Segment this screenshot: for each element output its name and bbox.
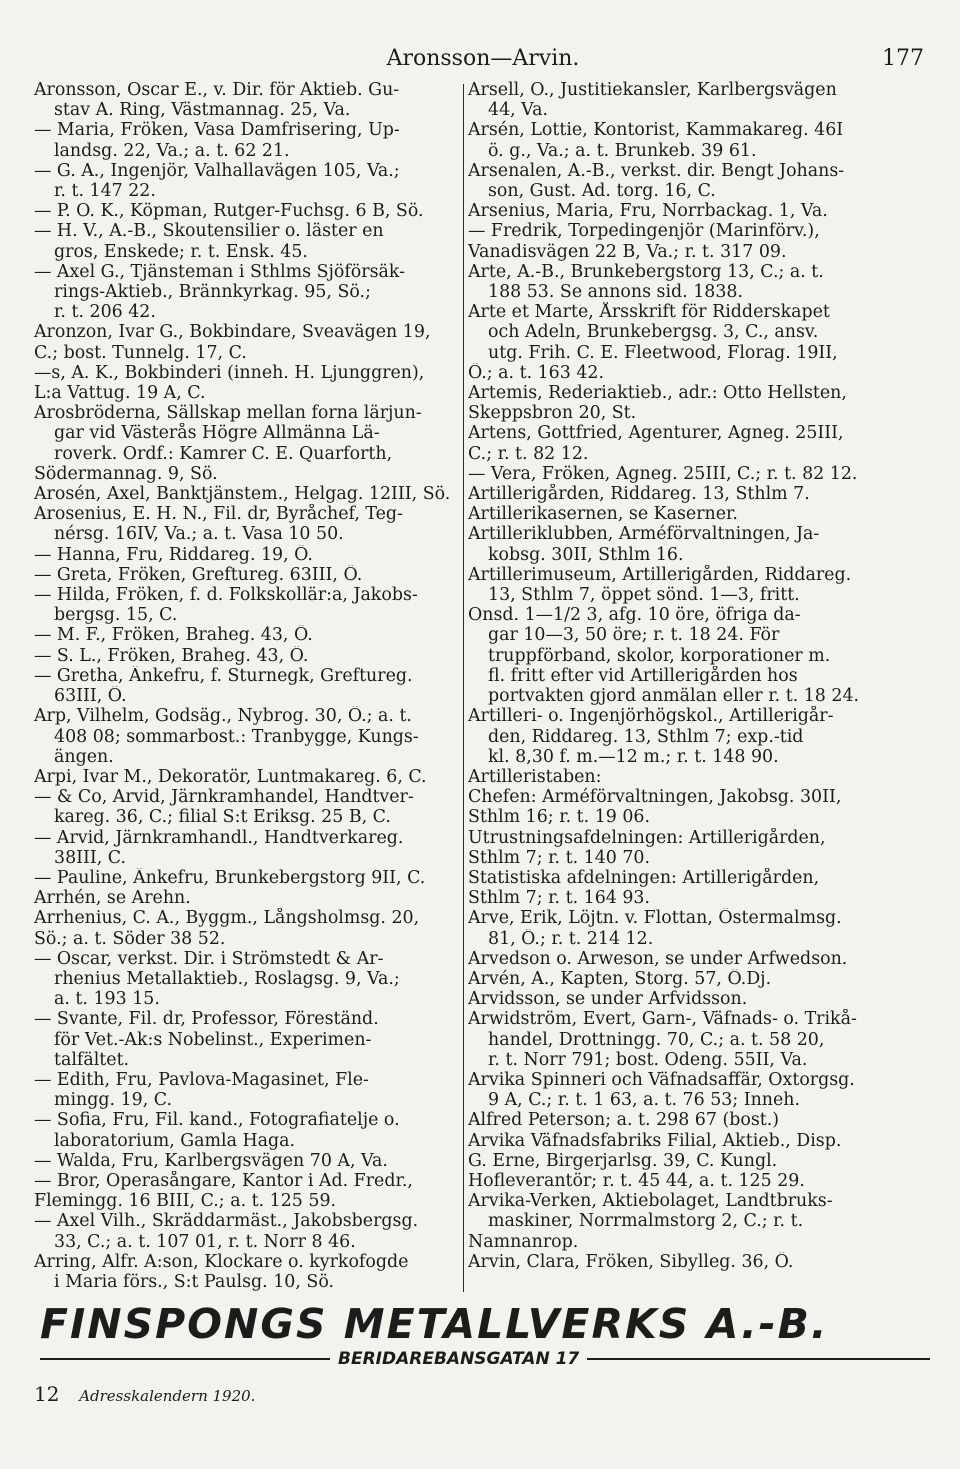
left-entry-line: — Arvid, Järnkramhandl., Handtverkareg.	[34, 827, 404, 848]
right-entry-line: Arvika Spinneri och Väfnadsaffär, Oxtorgsg.	[468, 1069, 855, 1090]
right-entry-line: Sthlm 7; r. t. 164 93.	[468, 888, 651, 909]
column-divider	[463, 84, 464, 1292]
left-entry-line: bergsg. 15, C.	[54, 605, 178, 626]
right-entry-line: Utrustningsafdelningen: Artillerigården,	[468, 827, 826, 848]
right-column	[468, 80, 930, 1272]
left-entry-line: Arosenius, E. H. N., Fil. dr, Byråchef, Teg-	[34, 504, 403, 525]
left-entry-line: — Greta, Fröken, Greftureg. 63III, Ö.	[34, 564, 363, 585]
left-entry-line: — & Co, Arvid, Järnkramhandel, Handtver-	[34, 787, 414, 808]
right-entry-line: Alfred Peterson; a. t. 298 67 (bost.)	[468, 1110, 780, 1131]
left-entry-line: — G. A., Ingenjör, Valhallavägen 105, Va.;	[34, 160, 400, 181]
left-entry-line: Sö.; a. t. Söder 38 52.	[34, 928, 226, 949]
left-entry-line: — P. O. K., Köpman, Rutger-Fuchsg. 6 B, Sö.	[34, 201, 424, 222]
left-entry-line: —s, A. K., Bokbinderi (inneh. H. Ljunggren),	[34, 362, 425, 383]
left-entry-line: Arosén, Axel, Banktjänstem., Helgag. 12III, Sö.	[34, 484, 451, 505]
right-entry-line: Chefen: Arméförvaltningen, Jakobsg. 30II,	[468, 787, 842, 808]
left-entry-line: — Hanna, Fru, Riddareg. 19, Ö.	[34, 544, 313, 565]
left-entry-line: 33, C.; a. t. 107 01, r. t. Norr 8 46.	[54, 1231, 356, 1252]
left-entry-line: C.; bost. Tunnelg. 17, C.	[34, 342, 247, 363]
left-entry-line: Aronzon, Ivar G., Bokbindare, Sveavägen 19,	[34, 322, 431, 343]
right-entry-line: fl. fritt efter vid Artillerigården hos	[488, 665, 798, 686]
left-entry-line: ängen.	[54, 746, 114, 767]
page-number: 177	[882, 46, 924, 71]
right-entry-line: Artilleristaben:	[468, 766, 602, 787]
right-entry-line: Arvin, Clara, Fröken, Sibylleg. 36, Ö.	[468, 1251, 794, 1272]
right-entry-line: Arve, Erik, Löjtn. v. Flottan, Östermalmsg.	[468, 908, 842, 929]
left-entry-line: roverk. Ordf.: Kamrer C. E. Quarforth,	[54, 443, 393, 464]
right-entry-line: och Adeln, Brunkebergsg. 3, C., ansv.	[488, 322, 819, 343]
left-entry-line: landsg. 22, Va.; a. t. 62 21.	[54, 140, 290, 161]
left-entry-line: mingg. 19, C.	[54, 1090, 172, 1111]
right-entry-line: Statistiska afdelningen: Artillerigården,	[468, 867, 820, 888]
right-entry-line: kobsg. 30II, Sthlm 16.	[488, 544, 684, 565]
left-entry-line: — Edith, Fru, Pavlova-Magasinet, Fle-	[34, 1069, 369, 1090]
right-entry-line: C.; r. t. 82 12.	[468, 443, 589, 464]
left-entry-line: — Walda, Fru, Karlbergsvägen 70 A, Va.	[34, 1150, 388, 1171]
left-entry-line: — Bror, Operasångare, Kantor i Ad. Fredr.,	[34, 1170, 413, 1191]
right-entry-line: Artilleri- o. Ingenjörhögskol., Artillerigår-	[468, 706, 834, 727]
right-entry-line: Arsenius, Maria, Fru, Norrbackag. 1, Va.	[468, 201, 828, 222]
right-entry-line: — Vera, Fröken, Agneg. 25III, C.; r. t. 82 12.	[468, 463, 858, 484]
right-entry-line: Hofleverantör; r. t. 45 44, a. t. 125 29.	[468, 1170, 805, 1191]
right-entry-line: 188 53. Se annons sid. 1838.	[488, 282, 743, 303]
advertisement-rule	[40, 1348, 930, 1370]
left-entry-line: — Svante, Fil. dr, Professor, Föreständ.	[34, 1009, 379, 1030]
right-entry-line: Arvidsson, se under Arfvidsson.	[468, 989, 748, 1010]
right-entry-line: Arte et Marte, Årsskrift för Ridderskapet	[468, 302, 830, 323]
right-entry-line: Artillerimuseum, Artillerigården, Riddareg.	[468, 564, 852, 585]
left-entry-line: för Vet.-Ak:s Nobelinst., Experimen-	[54, 1029, 372, 1050]
right-entry-line: maskiner, Norrmalmstorg 2, C.; r. t.	[488, 1211, 804, 1232]
left-entry-line: — H. V., A.-B., Skoutensilier o. läster en	[34, 221, 384, 242]
right-entry-line: — Fredrik, Torpedingenjör (Marinförv.),	[468, 221, 820, 242]
right-entry-line: 13, Sthlm 7, öppet sönd. 1—3, fritt.	[488, 585, 800, 606]
right-entry-line: Artillerigården, Riddareg. 13, Sthlm 7.	[468, 484, 810, 505]
right-entry-line: Namnanrop.	[468, 1231, 579, 1252]
right-entry-line: Arte, A.-B., Brunkebergstorg 13, C.; a. t.	[468, 261, 824, 282]
advertisement-banner	[40, 1302, 930, 1370]
right-entry-line: 44, Va.	[488, 100, 549, 121]
left-entry-line: i Maria förs., S:t Paulsg. 10, Sö.	[54, 1271, 335, 1292]
right-entry-line: Arsell, O., Justitiekansler, Karlbergsvägen	[468, 80, 837, 100]
right-entry-line: 81, Ö.; r. t. 214 12.	[488, 928, 654, 949]
left-entry-line: — Oscar, verkst. Dir. i Strömstedt & Ar-	[34, 948, 384, 969]
left-entry-line: Arrhén, se Arehn.	[34, 888, 191, 909]
right-entry-line: truppförband, skolor, korporationer m.	[488, 645, 831, 666]
left-entry-line: — M. F., Fröken, Braheg. 43, Ö.	[34, 625, 313, 646]
left-entry-line: — Maria, Fröken, Vasa Damfrisering, Up-	[34, 120, 400, 141]
left-entry-line: kareg. 36, C.; filial S:t Eriksg. 25 B, C.	[54, 807, 391, 828]
right-entry-line: Skeppsbron 20, St.	[468, 403, 637, 424]
right-entry-line: Arvika Väfnadsfabriks Filial, Aktieb., Disp.	[468, 1130, 842, 1151]
right-entry-line: Arvedson o. Arweson, se under Arfwedson.	[468, 948, 848, 969]
left-entry-line: gar vid Västerås Högre Allmänna Lä-	[54, 423, 380, 444]
right-entry-line: den, Riddareg. 13, Sthlm 7; exp.-tid	[488, 726, 804, 747]
left-entry-line: 408 08; sommarbost.: Tranbygge, Kungs-	[54, 726, 419, 747]
left-entry-line: stav A. Ring, Västmannag. 25, Va.	[54, 100, 351, 121]
left-column	[34, 80, 462, 1292]
left-entry-line: Arp, Vilhelm, Godsäg., Nybrog. 30, Ö.; a. t.	[34, 706, 412, 727]
right-entry-line: G. Erne, Birgerjarlsg. 39, C. Kungl.	[468, 1150, 778, 1171]
right-entry-line: son, Gust. Ad. torg. 16, C.	[488, 181, 716, 202]
right-entry-line: handel, Drottningg. 70, C.; a. t. 58 20,	[488, 1029, 825, 1050]
left-entry-line: Arring, Alfr. A:son, Klockare o. kyrkofogde	[34, 1251, 409, 1272]
right-entry-line: Ö.; a. t. 163 42.	[468, 362, 604, 383]
right-entry-line: Artens, Gottfried, Agenturer, Agneg. 25III,	[468, 423, 844, 444]
right-entry-line: ö. g., Va.; a. t. Brunkeb. 39 61.	[488, 140, 757, 161]
right-entry-line: Artemis, Rederiaktieb., adr.: Otto Hellsten,	[468, 383, 847, 404]
right-entry-line: Sthlm 16; r. t. 19 06.	[468, 807, 651, 828]
left-entry-line: Flemingg. 16 BIII, C.; a. t. 125 59.	[34, 1191, 337, 1212]
left-entry-line: — Axel G., Tjänsteman i Sthlms Sjöförsäk-	[34, 261, 405, 282]
left-entry-line: laboratorium, Gamla Haga.	[54, 1130, 296, 1151]
right-entry-line: 9 A, C.; r. t. 1 63, a. t. 76 53; Inneh.	[488, 1090, 801, 1111]
left-entry-line: a. t. 193 15.	[54, 989, 160, 1010]
right-entry-line: utg. Frih. C. E. Fleetwood, Florag. 19II,	[488, 342, 838, 363]
advertisement-street: BERIDAREBANSGATAN 17	[330, 1348, 587, 1370]
signature-number: 12	[34, 1382, 60, 1406]
left-entry-line: — Axel Vilh., Skräddarmäst., Jakobsbergsg.	[34, 1211, 419, 1232]
left-entry-line: Aronsson, Oscar E., v. Dir. för Aktieb. Gu-	[34, 80, 400, 100]
right-entry-line: Arwidström, Evert, Garn-, Väfnads- o. Trikå-	[468, 1009, 857, 1030]
left-entry-line: — Sofia, Fru, Fil. kand., Fotografiatelje o.	[34, 1110, 400, 1131]
right-entry-line: Vanadisvägen 22 B, Va.; r. t. 317 09.	[468, 241, 787, 262]
left-entry-line: L:a Vattug. 19 A, C.	[34, 383, 206, 404]
left-entry-line: r. t. 147 22.	[54, 181, 156, 202]
left-entry-line: Södermannag. 9, Sö.	[34, 463, 218, 484]
right-entry-line: Artilleriklubben, Arméförvaltningen, Ja-	[468, 524, 820, 545]
right-entry-line: Arsenalen, A.-B., verkst. dir. Bengt Johans-	[468, 160, 845, 181]
signature-caption: Adresskalendern 1920.	[79, 1387, 256, 1405]
left-entry-line: r. t. 206 42.	[54, 302, 156, 323]
right-entry-line: Onsd. 1—1/2 3, afg. 10 öre, öfriga da-	[468, 605, 801, 626]
right-entry-line: Sthlm 7; r. t. 140 70.	[468, 847, 651, 868]
left-entry-line: 63III, Ö.	[54, 686, 127, 707]
left-entry-line: rings-Aktieb., Brännkyrkag. 95, Sö.;	[54, 282, 371, 303]
advertisement-company: FINSPONGS METALLVERKS A.-B.	[40, 1300, 829, 1348]
left-entry-line: rhenius Metallaktieb., Roslagsg. 9, Va.;	[54, 968, 400, 989]
left-entry-line: nérsg. 16IV, Va.; a. t. Vasa 10 50.	[54, 524, 344, 545]
right-entry-line: kl. 8,30 f. m.—12 m.; r. t. 148 90.	[488, 746, 779, 767]
left-entry-line: 38III, C.	[54, 847, 127, 868]
left-entry-line: — Gretha, Änkefru, f. Sturnegk, Greftureg.	[34, 665, 413, 686]
left-entry-line: Arosbröderna, Sällskap mellan forna lärjun-	[34, 403, 422, 424]
page-header	[36, 42, 930, 74]
right-entry-line: Arvika-Verken, Aktiebolaget, Landtbruks-	[468, 1191, 833, 1212]
right-entry-line: r. t. Norr 791; bost. Odeng. 55II, Va.	[488, 1049, 808, 1070]
right-entry-line: portvakten gjord anmälan eller r. t. 18 24.	[488, 686, 860, 707]
right-entry-line: Arsén, Lottie, Kontorist, Kammakareg. 46I	[468, 120, 844, 141]
right-entry-line: gar 10—3, 50 öre; r. t. 18 24. För	[488, 625, 780, 646]
left-entry-line: — S. L., Fröken, Braheg. 43, Ö.	[34, 645, 309, 666]
left-entry-line: — Pauline, Änkefru, Brunkebergstorg 9II, C.	[34, 867, 426, 888]
left-entry-line: talfältet.	[54, 1049, 130, 1070]
running-title: Aronsson—Arvin.	[386, 46, 580, 71]
right-entry-line: Artillerikasernen, se Kaserner.	[468, 504, 738, 525]
left-entry-line: — Hilda, Fröken, f. d. Folkskollär:a, Jakobs-	[34, 585, 418, 606]
left-entry-line: Arrhenius, C. A., Byggm., Långsholmsg. 20,	[34, 908, 420, 929]
left-entry-line: gros, Enskede; r. t. Ensk. 45.	[54, 241, 308, 262]
page-footer	[34, 1382, 255, 1406]
left-entry-line: Arpi, Ivar M., Dekoratör, Luntmakareg. 6, C.	[34, 766, 427, 787]
right-entry-line: Arvén, A., Kapten, Storg. 57, Ö.Dj.	[468, 968, 772, 989]
